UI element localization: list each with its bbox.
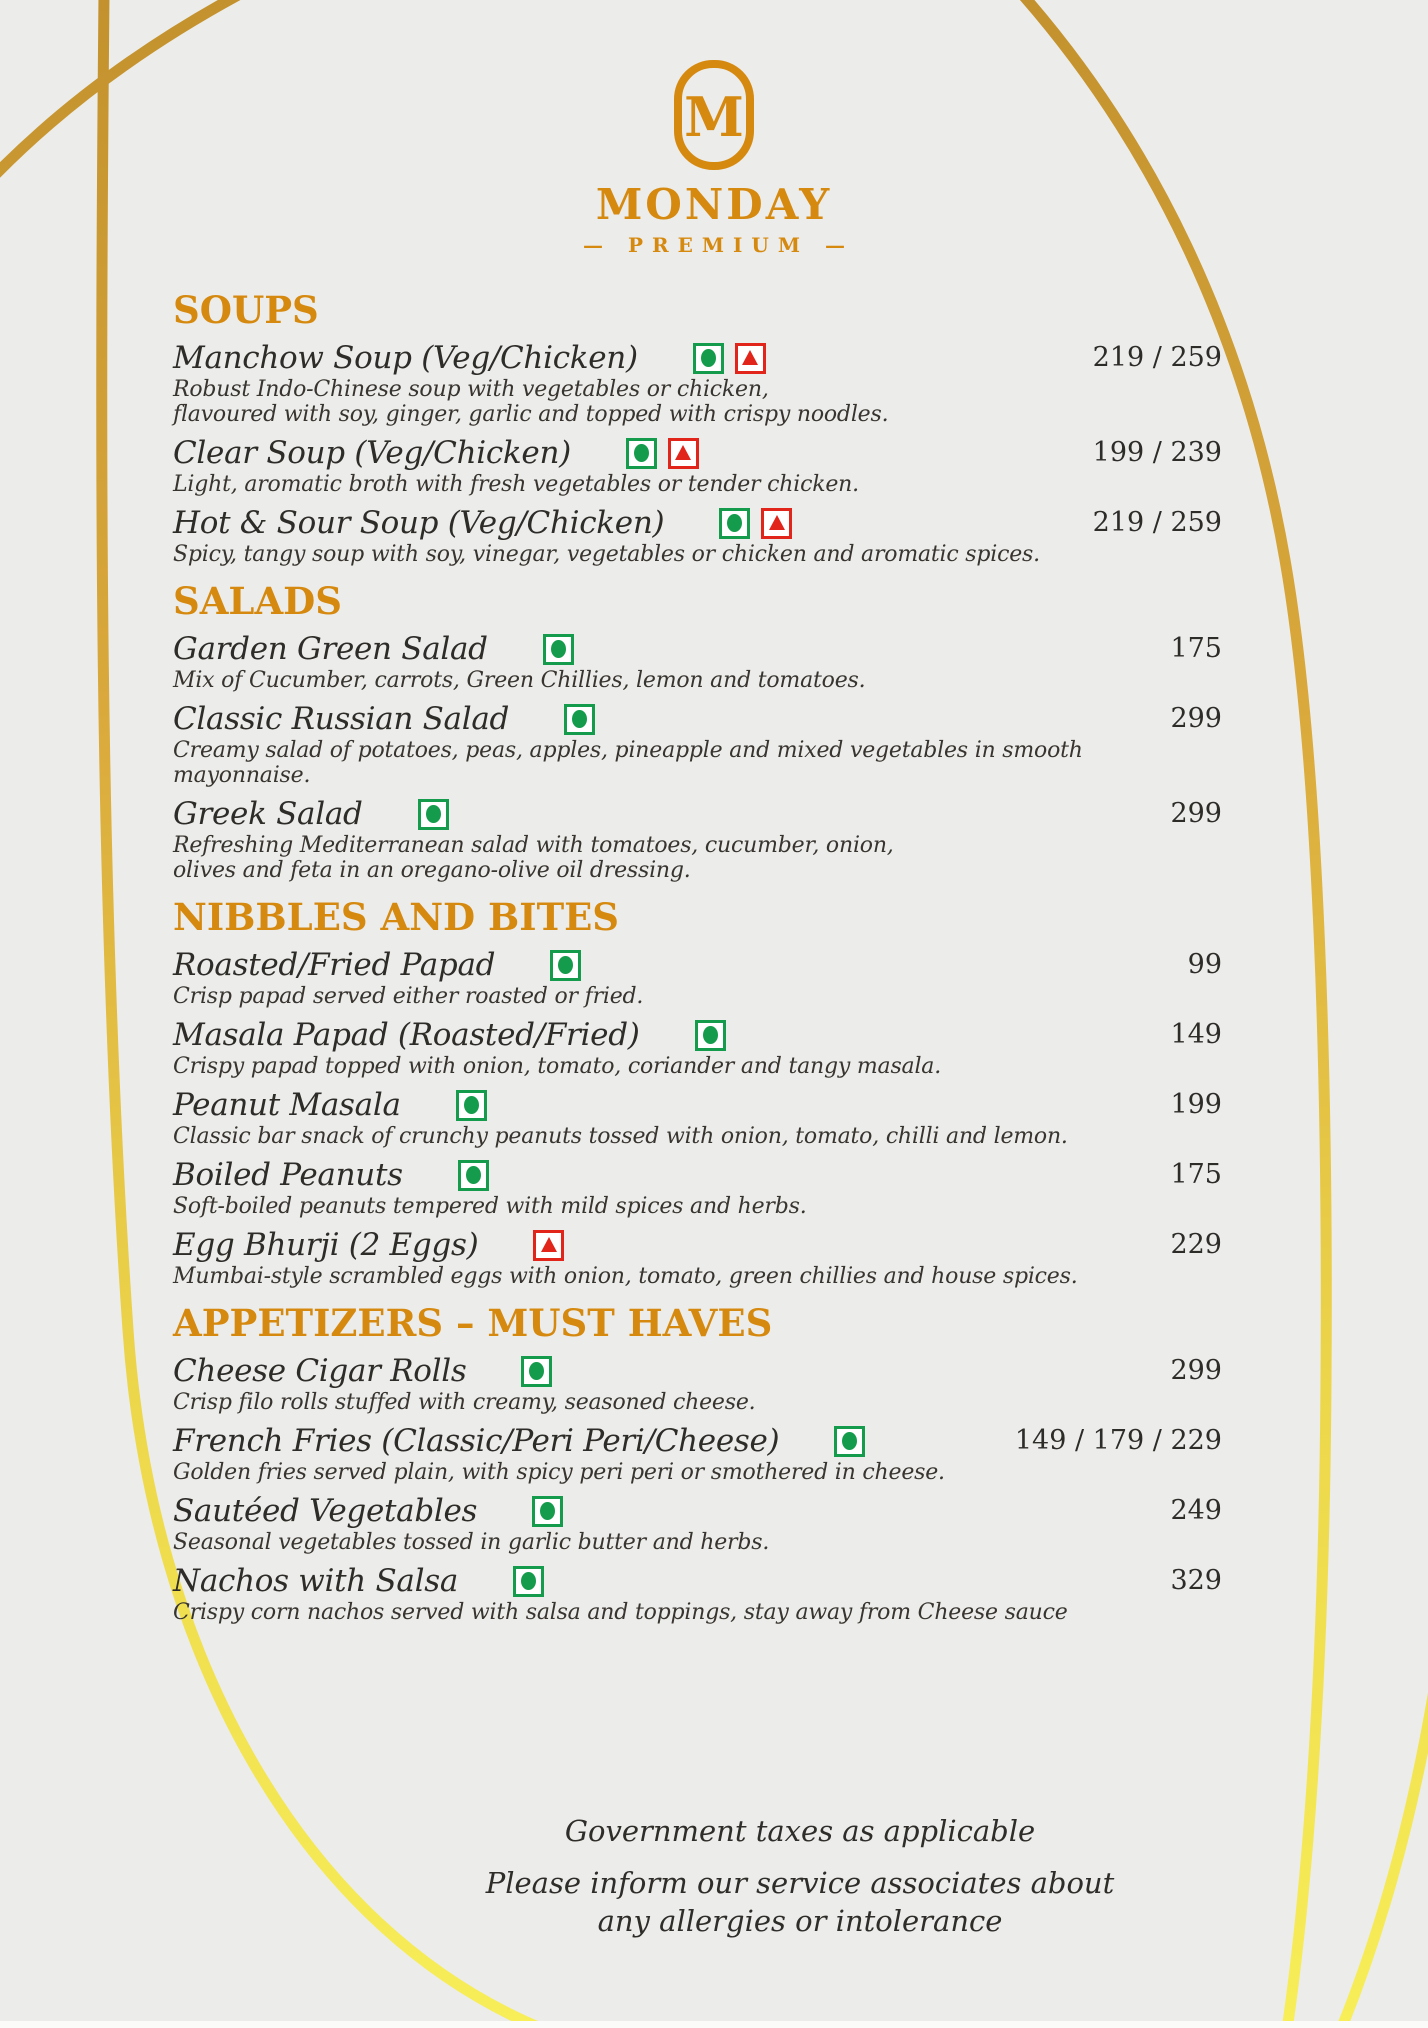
menu-item [173, 1156, 1222, 1219]
item-row [173, 630, 1222, 668]
item-description-line: Refreshing Mediterranean salad with tomatoes, cucumber, onion, [173, 833, 894, 858]
veg-dot-glyph [842, 1432, 857, 1450]
menu-item [173, 1016, 1222, 1079]
veg-dot-glyph [466, 1166, 481, 1184]
veg-icon [564, 704, 595, 735]
item-description-line: Classic bar snack of crunchy peanuts tossed with onion, tomato, chilli and lemon. [173, 1124, 1068, 1149]
item-row [173, 1352, 1222, 1390]
item-name: Garden Green Salad [173, 631, 488, 667]
item-description-line: Soft-boiled peanuts tempered with mild spices and herbs. [173, 1194, 807, 1219]
nonveg-icon [533, 1230, 564, 1261]
veg-icon [695, 1020, 726, 1051]
nonveg-icon [735, 343, 766, 374]
veg-dot-glyph [727, 514, 742, 532]
menu-item [173, 1352, 1222, 1415]
veg-icon [693, 343, 724, 374]
item-description-line: Light, aromatic broth with fresh vegetables or tender chicken. [173, 472, 859, 497]
veg-dot-glyph [558, 956, 573, 974]
veg-dot-glyph [426, 805, 441, 823]
section-title: APPETIZERS – MUST HAVES [173, 1301, 773, 1345]
diet-badges [458, 1160, 489, 1191]
item-description-line: Crispy papad topped with onion, tomato, coriander and tangy masala. [173, 1054, 941, 1079]
nonveg-triangle-glyph [541, 1237, 557, 1252]
item-name: Boiled Peanuts [173, 1157, 403, 1193]
item-description-line: Golden fries served plain, with spicy peri peri or smothered in cheese. [173, 1460, 945, 1485]
footer-taxes-note: Government taxes as applicable [564, 1814, 1036, 1848]
nonveg-icon [668, 438, 699, 469]
diet-badges [533, 1230, 564, 1261]
diet-badges [693, 343, 766, 374]
item-name: Clear Soup (Veg/Chicken) [173, 435, 571, 471]
item-description-line: Seasonal vegetables tossed in garlic butter and herbs. [173, 1530, 770, 1555]
item-row [173, 1016, 1222, 1054]
item-price: 299 [1170, 1355, 1222, 1386]
veg-icon [521, 1356, 552, 1387]
section-title: NIBBLES AND BITES [173, 895, 620, 939]
item-name: French Fries (Classic/Peri Peri/Cheese) [173, 1423, 780, 1459]
item-description-line: Crisp filo rolls stuffed with creamy, seasoned cheese. [173, 1390, 756, 1415]
veg-dot-glyph [540, 1502, 555, 1520]
veg-icon [513, 1566, 544, 1597]
bottom-edge-strip [0, 2021, 1428, 2028]
menu-item [173, 504, 1222, 567]
footer-notes [450, 1812, 1150, 1940]
diet-badges [521, 1356, 552, 1387]
item-row [173, 1086, 1222, 1124]
nonveg-triangle-glyph [675, 445, 691, 460]
item-row [173, 504, 1222, 542]
footer-allergy-note [450, 1864, 1150, 1940]
item-price: 99 [1187, 949, 1222, 980]
menu-item [173, 339, 1222, 427]
veg-icon [719, 508, 750, 539]
item-description-line: Crispy corn nachos served with salsa and toppings, stay away from Cheese sauce [173, 1600, 1068, 1625]
diet-badges [550, 950, 581, 981]
item-price: 219 / 259 [1092, 342, 1222, 373]
item-row [173, 700, 1222, 738]
diet-badges [418, 799, 449, 830]
item-row [173, 1422, 1222, 1460]
diet-badges [564, 704, 595, 735]
menu-item [173, 1086, 1222, 1149]
item-description-line: Robust Indo-Chinese soup with vegetables or chicken, [173, 377, 769, 402]
veg-dot-glyph [551, 640, 566, 658]
veg-icon [456, 1090, 487, 1121]
menu-section [173, 290, 1222, 567]
item-price: 219 / 259 [1092, 507, 1222, 538]
menu-item [173, 795, 1222, 883]
item-description-line: olives and feta in an oregano-olive oil dressing. [173, 858, 691, 883]
menu-section [173, 897, 1222, 1289]
item-name: Classic Russian Salad [173, 701, 510, 737]
veg-dot-glyph [703, 1026, 718, 1044]
veg-icon [532, 1496, 563, 1527]
item-price: 149 [1170, 1019, 1222, 1050]
veg-dot-glyph [634, 444, 649, 462]
veg-dot-glyph [521, 1572, 536, 1590]
veg-icon [626, 438, 657, 469]
item-name: Cheese Cigar Rolls [173, 1353, 467, 1389]
diet-badges [695, 1020, 726, 1051]
item-row [173, 1156, 1222, 1194]
item-row [173, 1226, 1222, 1264]
item-description-line: Mumbai-style scrambled eggs with onion, tomato, green chillies and house spices. [173, 1264, 1078, 1289]
item-name: Greek Salad [173, 796, 363, 832]
menu-item [173, 1562, 1222, 1625]
diet-badges [719, 508, 792, 539]
menu-item [173, 946, 1222, 1009]
nonveg-icon [761, 508, 792, 539]
logo-monogram: M [684, 85, 744, 149]
diet-badges [543, 634, 574, 665]
item-name: Sautéed Vegetables [173, 1493, 478, 1529]
item-row [173, 1492, 1222, 1530]
item-price: 329 [1170, 1565, 1222, 1596]
item-price: 175 [1170, 633, 1222, 664]
corner-arc-bottom-right [1340, 1690, 1428, 2028]
item-price: 299 [1170, 703, 1222, 734]
veg-icon [418, 799, 449, 830]
diet-badges [456, 1090, 487, 1121]
item-row [173, 946, 1222, 984]
brand-subtitle: — PREMIUM — [583, 233, 854, 257]
footer-allergy-line1: Please inform our service associates about [485, 1866, 1115, 1900]
item-row [173, 795, 1222, 833]
item-price: 249 [1170, 1495, 1222, 1526]
veg-icon [458, 1160, 489, 1191]
veg-dot-glyph [464, 1096, 479, 1114]
item-description-line: flavoured with soy, ginger, garlic and topped with crispy noodles. [173, 402, 889, 427]
menu-item [173, 1492, 1222, 1555]
item-name: Manchow Soup (Veg/Chicken) [173, 340, 638, 376]
item-row [173, 1562, 1222, 1600]
menu-item [173, 630, 1222, 693]
item-name: Nachos with Salsa [173, 1563, 459, 1599]
menu-item [173, 700, 1222, 788]
item-price: 229 [1170, 1229, 1222, 1260]
veg-dot-glyph [701, 349, 716, 367]
item-description-line: Mix of Cucumber, carrots, Green Chillies, lemon and tomatoes. [173, 668, 866, 693]
item-description-line: Spicy, tangy soup with soy, vinegar, vegetables or chicken and aromatic spices. [173, 542, 1040, 567]
item-name: Masala Papad (Roasted/Fried) [173, 1017, 640, 1053]
menu-item [173, 1422, 1222, 1485]
item-name: Egg Bhurji (2 Eggs) [173, 1227, 479, 1263]
veg-dot-glyph [572, 710, 587, 728]
item-row [173, 434, 1222, 472]
item-name: Roasted/Fried Papad [173, 947, 496, 983]
brand-logo [0, 60, 1428, 257]
item-description-line: Creamy salad of potatoes, peas, apples, pineapple and mixed vegetables in smooth mayonnaise. [173, 738, 1083, 788]
menu-sections [173, 290, 1222, 1632]
brand-name: MONDAY [595, 180, 833, 229]
section-title: SOUPS [173, 288, 319, 332]
item-price: 149 / 179 / 229 [1014, 1425, 1222, 1456]
item-name: Peanut Masala [173, 1087, 401, 1123]
nonveg-triangle-glyph [769, 515, 785, 530]
item-row [173, 339, 1222, 377]
menu-section [173, 1303, 1222, 1625]
item-price: 299 [1170, 798, 1222, 829]
item-price: 175 [1170, 1159, 1222, 1190]
veg-dot-glyph [529, 1362, 544, 1380]
diet-badges [513, 1566, 544, 1597]
item-name: Hot & Sour Soup (Veg/Chicken) [173, 505, 665, 541]
menu-item [173, 1226, 1222, 1289]
footer-allergy-line2: any allergies or intolerance [597, 1904, 1003, 1938]
veg-icon [550, 950, 581, 981]
menu-item [173, 434, 1222, 497]
diet-badges [532, 1496, 563, 1527]
menu-section [173, 581, 1222, 883]
item-description-line: Crisp papad served either roasted or fried. [173, 984, 644, 1009]
veg-icon [834, 1426, 865, 1457]
diet-badges [834, 1426, 865, 1457]
veg-icon [543, 634, 574, 665]
nonveg-triangle-glyph [742, 350, 758, 365]
section-title: SALADS [173, 579, 342, 623]
diet-badges [626, 438, 699, 469]
item-price: 199 [1170, 1089, 1222, 1120]
logo-monogram-badge [674, 60, 754, 170]
item-price: 199 / 239 [1092, 437, 1222, 468]
